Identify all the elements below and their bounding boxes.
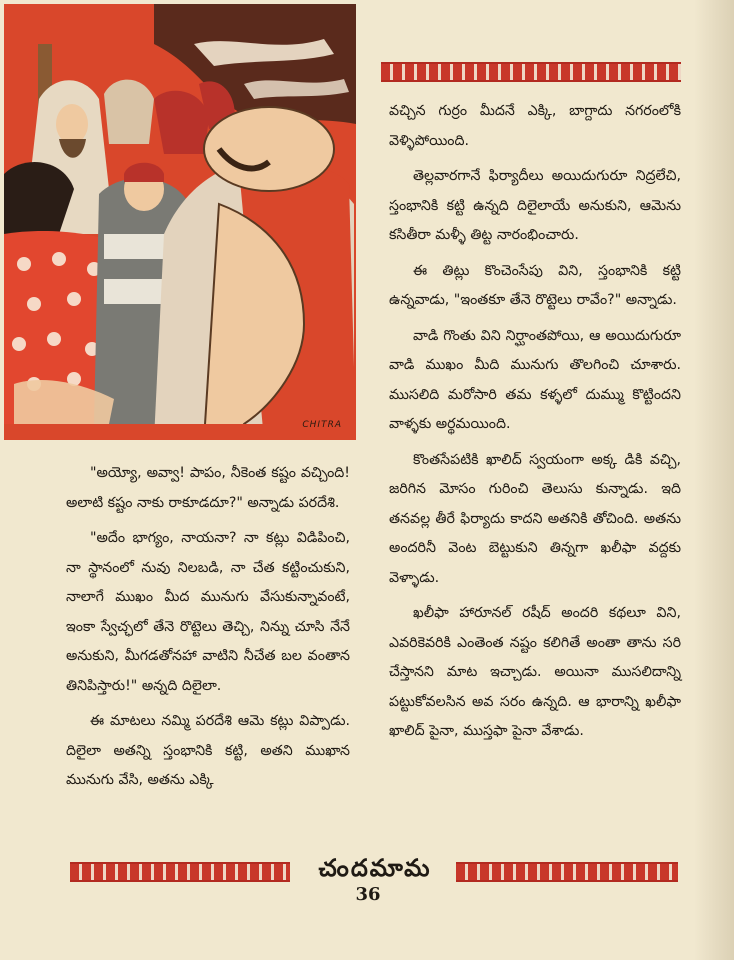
paragraph: ఈ తిట్లు కొంచెంసేపు విని, స్తంభానికి కట్టి ఉన్నవాడు, "ఇంతకూ తేనె రొట్టెలు రావేం?" అన్నాడు. [389, 262, 681, 308]
text-column-left [66, 459, 350, 802]
decorative-border-footer-right [456, 862, 678, 882]
paragraph: "అదేం భాగ్యం, నాయనా? నా కట్లు విడిపించి, నా స్థానంలో నువు నిలబడి, నా చేత కట్టించుకుని, నాలాగే ముఖం మీద మునుగు వేసుకున్నావంటే, ఇంకా స్వేచ్ఛలో తేనె రొట్టెలు తెచ్చి, నిన్ను చూసి నేనే అనుకుని, మీగడతోనహా వాటిని నీచేత బల వంతాన తినిపిస్తారు!" అన్నది దిలైలా. [66, 530, 350, 694]
paragraph: వచ్చిన గుర్రం మీదనే ఎక్కి, బాగ్దాదు నగరంలోకి వెళ్ళిపోయింది. [389, 103, 681, 149]
paragraph: కొంతసేపటికి ఖాలిద్ స్వయంగా అక్క డికి వచ్చి, జరిగిన మోసం గురించి తెలుసు కున్నాడు. ఇది తనవల్ల తీరే ఫిర్యాదు కాదని అతనికి తోచింది. అతను అందరినీ వెంట బెట్టుకుని తిన్నగా ఖలీఫా వద్దకు వెళ్ళాడు. [389, 451, 681, 586]
paragraph: ఖలీఫా హారూనల్ రషీద్ అందరి కథలూ విని, ఎవరికెవరికి ఎంతెంత నష్టం కలిగితే అంతా తాను సరి చేస్తానని మాట ఇచ్చాడు. అయినా ముసలిదాన్ని పట్టుకోవలసిన అవ సరం ఉన్నది. ఆ భారాన్ని ఖలీఫా ఖాలిద్ పైనా, ముస్తఫా పైనా వేశాడు. [389, 605, 681, 739]
story-illustration [4, 4, 356, 440]
decorative-border-top [381, 62, 681, 82]
paragraph: "అయ్యో, అవ్వా! పాపం, నీకెంత కష్టం వచ్చింది! అలాటి కష్టం నాకు రాకూడదూ?" అన్నాడు పరదేశి. [66, 465, 350, 511]
paragraph: ఈ మాటలు నమ్మి పరదేశి ఆమె కట్లు విప్పాడు. దిలైలా అతన్ని స్తంభానికి కట్టి, అతని ముఖాన మునుగు వేసి, అతను ఎక్కి [66, 713, 350, 788]
page-number: 36 [355, 884, 381, 905]
paragraph: తెల్లవారగానే ఫిర్యాదీలు అయిదుగురూ నిద్రలేచి, స్తంభానికి కట్టి ఉన్నది దిలైలాయే అనుకుని, ఆమెను కసితీరా మళ్ళీ తిట్ట నారంభించారు. [389, 168, 681, 243]
magazine-title: చందమామ [318, 854, 432, 882]
illustration-drawing [4, 4, 356, 440]
paragraph: వాడి గొంతు విని నిర్ఘాంతపోయి, ఆ అయిదుగురూ వాడి ముఖం మీది మునుగు తొలగించి చూశారు. ముసలిది మరోసారి తమ కళ్ళలో దుమ్ము కొట్టిందని వాళ్ళకు అర్థమయింది. [389, 327, 681, 432]
page-edge-shadow [694, 0, 734, 960]
decorative-border-footer-left [70, 862, 290, 882]
artist-signature: CHITRA [302, 420, 342, 430]
text-column-right [389, 97, 681, 753]
